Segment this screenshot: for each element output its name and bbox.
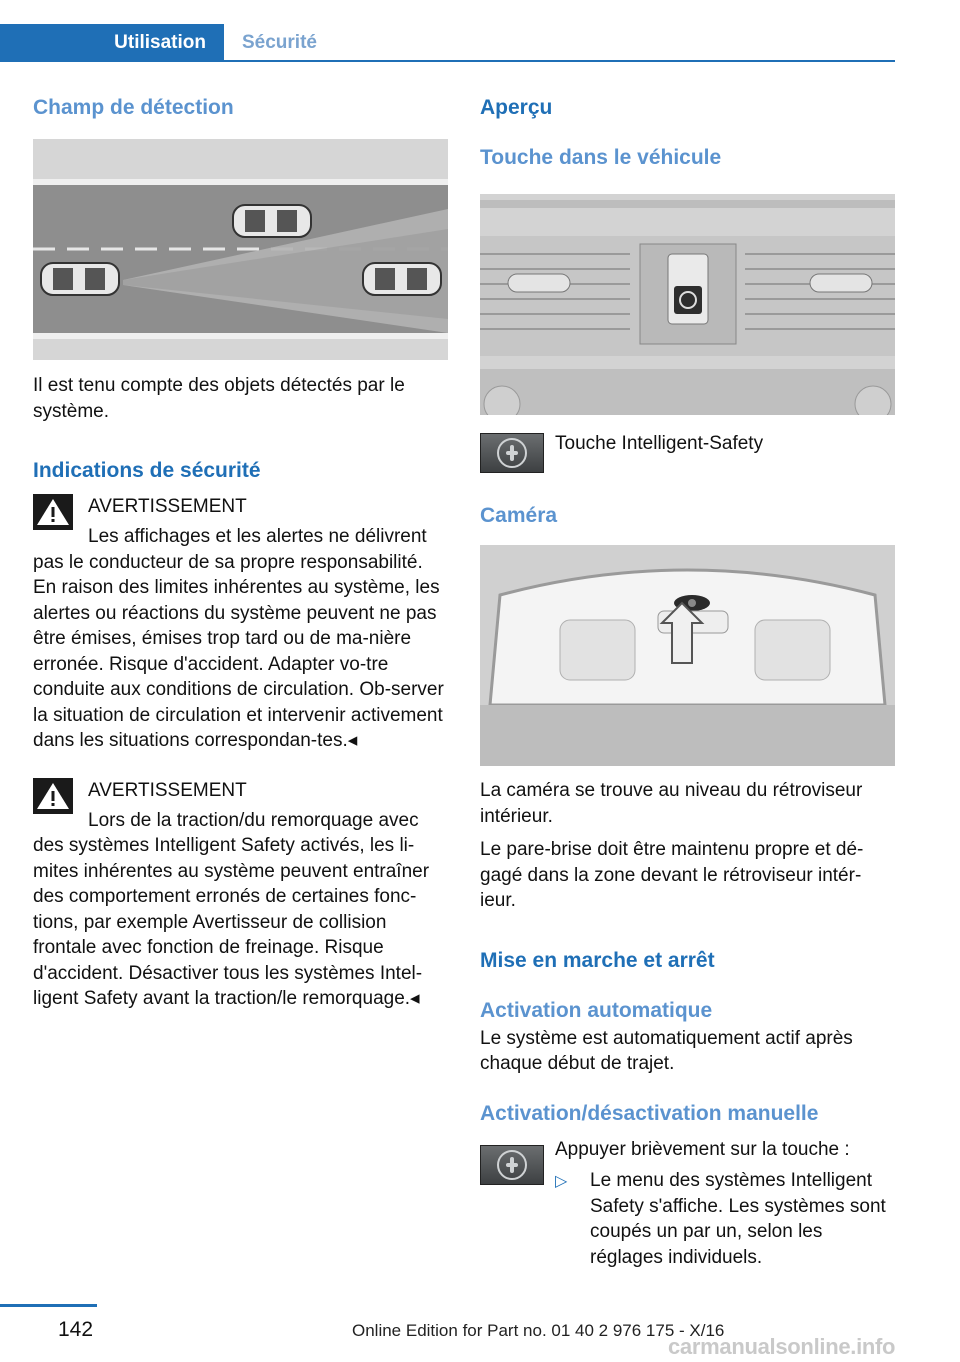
triangle-bullet-icon: ▷ [555, 1173, 568, 1190]
page-number: 142 [58, 1318, 94, 1341]
header-tabs [0, 0, 895, 62]
header-divider [224, 60, 895, 62]
left-column [33, 95, 448, 1012]
intelligent-safety-button-icon [480, 1145, 544, 1185]
warning-label-1: AVERTISSEMENT [88, 496, 247, 517]
warning-label-2: AVERTISSEMENT [88, 779, 247, 801]
auto-activation-title: Activation automatique [480, 998, 713, 1022]
detection-caption: Il est tenu compte des objets détectés par le système. [33, 375, 405, 422]
right-column [480, 95, 895, 1270]
footer-divider [0, 1304, 97, 1307]
car-icon-left [41, 263, 119, 295]
warning-text-2: des systèmes Intelligent Safety activés, les li-mites inhérentes au système peuvent entraîner des comportement erronés de certaines fonc-tions, par exemple Avertisseur de collision frontale avec fonction de freinage. Risque d'accident. Désactiver tous les systèmes Intel-ligent Safety avant la traction/le remorquage.◂ [33, 835, 430, 1009]
tab-securite[interactable]: Sécurité [242, 32, 317, 53]
tab-utilisation[interactable]: Utilisation [0, 24, 224, 62]
warning-triangle-icon [33, 778, 73, 814]
button-legend [480, 433, 895, 475]
list-item [555, 1168, 895, 1270]
button-figure [480, 194, 895, 415]
onoff-title: Mise en marche et arrêt [480, 948, 715, 972]
edition-note: Online Edition for Part no. 01 40 2 976 175 - X/16 [352, 1321, 725, 1340]
button-section-title: Touche dans le véhicule [480, 146, 722, 169]
dashboard-vents-illustration [480, 194, 895, 415]
manual-activation-block [480, 1137, 895, 1271]
safety-title: Indications de sécurité [33, 459, 261, 482]
warning-triangle-icon [33, 494, 73, 530]
warning-first-line-1: Les affichages et les alertes ne délivrent [88, 526, 427, 547]
warning-first-line-2: Lors de la traction/du remorquage avec [88, 809, 419, 831]
warning-text-1: pas le conducteur de sa propre responsabilité. En raison des limites inhérentes au système, les alertes ou réactions du système peuvent ne pas être émises, émises trop tard ou de ma-nière erronée. Risque d'accident. Adapter vo-tre conduite aux conditions de circulation. Ob-server la situation de circulation et intervenir activement dans les situations correspondan-tes.◂ [33, 551, 444, 751]
camera-figure [480, 545, 895, 766]
overview-title: Aperçu [480, 96, 553, 119]
car-icon-top [233, 205, 311, 237]
camera-text-2: Le pare-brise doit être maintenu propre et dé-gagé dans la zone devant le rétroviseur intér-ieur. [480, 839, 864, 911]
detection-field-illustration [33, 139, 448, 360]
camera-text-1: La caméra se trouve au niveau du rétroviseur intérieur. [480, 780, 863, 827]
bullet-text: Le menu des systèmes Intelligent Safety s'affiche. Les systèmes sont coupés un par un, selon les réglages individuels. [590, 1170, 886, 1268]
watermark: carmanualsonline.info [668, 1334, 896, 1359]
intelligent-safety-button-icon [480, 433, 544, 473]
warning-block-1 [33, 494, 448, 754]
auto-activation-text: Le système est automatiquement actif après chaque début de trajet. [480, 1027, 853, 1074]
button-caption: Touche Intelligent-Safety [555, 433, 764, 454]
manual-activation-text: Appuyer brièvement sur la touche : [555, 1138, 850, 1160]
car-icon-right [363, 263, 441, 295]
windshield-camera-illustration [480, 545, 895, 766]
manual-activation-title: Activation/désactivation manuelle [480, 1101, 819, 1125]
camera-title: Caméra [480, 504, 558, 527]
warning-block-2 [33, 778, 448, 1012]
detection-field-figure [33, 139, 448, 360]
detection-title: Champ de détection [33, 96, 234, 119]
